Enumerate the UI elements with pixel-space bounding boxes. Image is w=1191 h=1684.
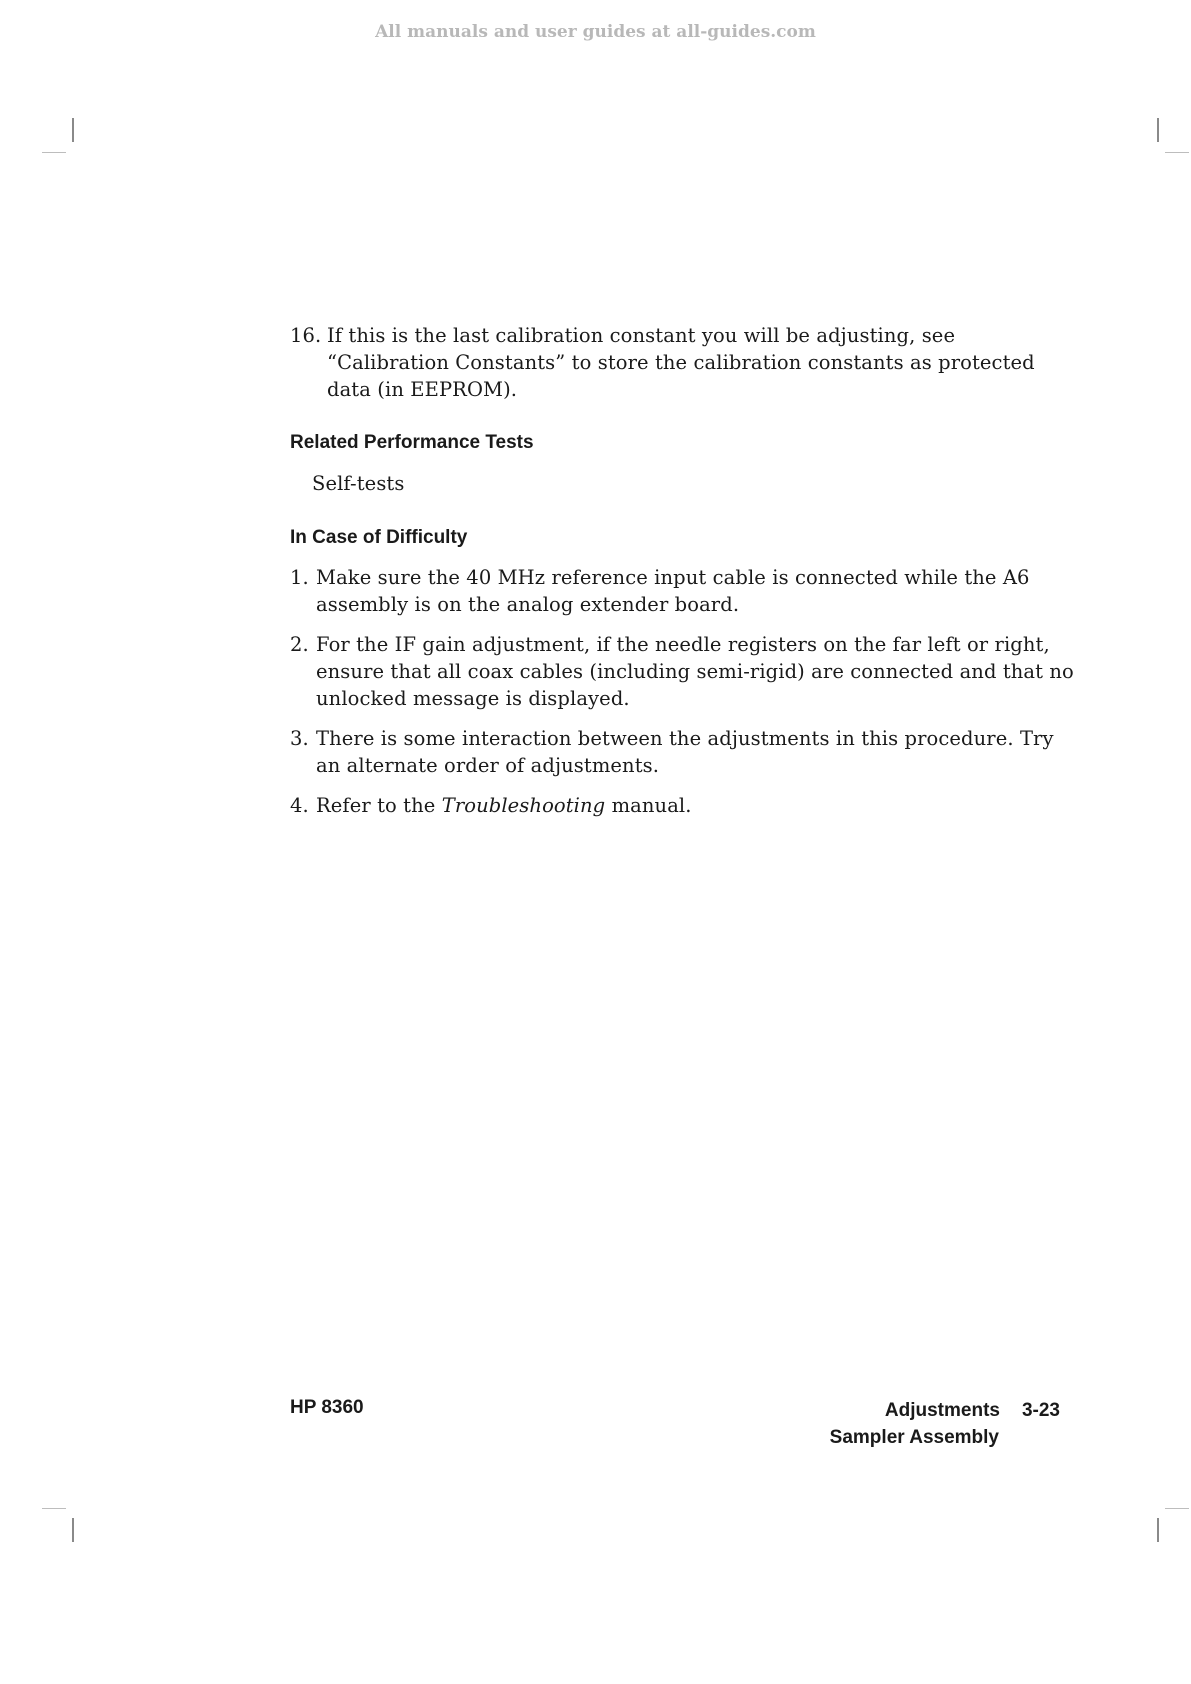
footer-model: HP 8360 xyxy=(290,1397,364,1418)
list-item-number: 1. xyxy=(290,566,309,589)
list-item-text-after: manual. xyxy=(605,794,692,817)
crop-mark-top-left xyxy=(72,118,74,142)
crop-mark-bottom-left xyxy=(72,1518,74,1542)
in-case-of-difficulty-heading: In Case of Difficulty xyxy=(290,527,468,548)
related-performance-tests-heading: Related Performance Tests xyxy=(290,432,534,453)
crop-mark-bottom-right xyxy=(1157,1518,1159,1542)
crop-mark-bottom-left-h xyxy=(42,1508,66,1509)
list-item-text: There is some interaction between the adjustments in this procedure. Try an alternate order of adjustments. xyxy=(316,727,1054,777)
watermark: All manuals and user guides at all-guides.com xyxy=(375,22,816,42)
list-item-number: 2. xyxy=(290,633,309,656)
footer-page-number: 3-23 xyxy=(1021,1400,1060,1421)
step-16 xyxy=(290,322,1050,403)
list-item xyxy=(290,725,1080,779)
crop-mark-bottom-right-h xyxy=(1165,1508,1189,1509)
footer-chapter: Adjustments xyxy=(884,1400,1000,1421)
crop-mark-top-left-h xyxy=(42,152,66,153)
manual-title: Troubleshooting xyxy=(441,794,606,817)
list-item xyxy=(290,631,1080,712)
related-performance-tests-text: Self-tests xyxy=(312,472,405,495)
list-item-text: For the IF gain adjustment, if the needle registers on the far left or right, ensure that all coax cables (including semi-rigid) are connected and that no unlocked message is displayed. xyxy=(316,633,1074,710)
footer-section: Sampler Assembly xyxy=(829,1427,999,1448)
step-16-text: If this is the last calibration constant you will be adjusting, see “Calibration Constants” to store the calibration constants as protected data (in EEPROM). xyxy=(327,324,1035,401)
list-item-number: 3. xyxy=(290,727,309,750)
step-16-number: 16. xyxy=(290,324,322,347)
list-item-number: 4. xyxy=(290,794,309,817)
list-item xyxy=(290,564,1080,618)
footer-page-info xyxy=(800,1397,1060,1451)
list-item xyxy=(290,792,1080,819)
list-item-text: Make sure the 40 MHz reference input cable is connected while the A6 assembly is on the analog extender board. xyxy=(316,566,1030,616)
crop-mark-top-right-h xyxy=(1165,152,1189,153)
crop-mark-top-right xyxy=(1157,118,1159,142)
list-item-text-before: Refer to the xyxy=(316,794,442,817)
difficulty-list xyxy=(290,564,1080,832)
